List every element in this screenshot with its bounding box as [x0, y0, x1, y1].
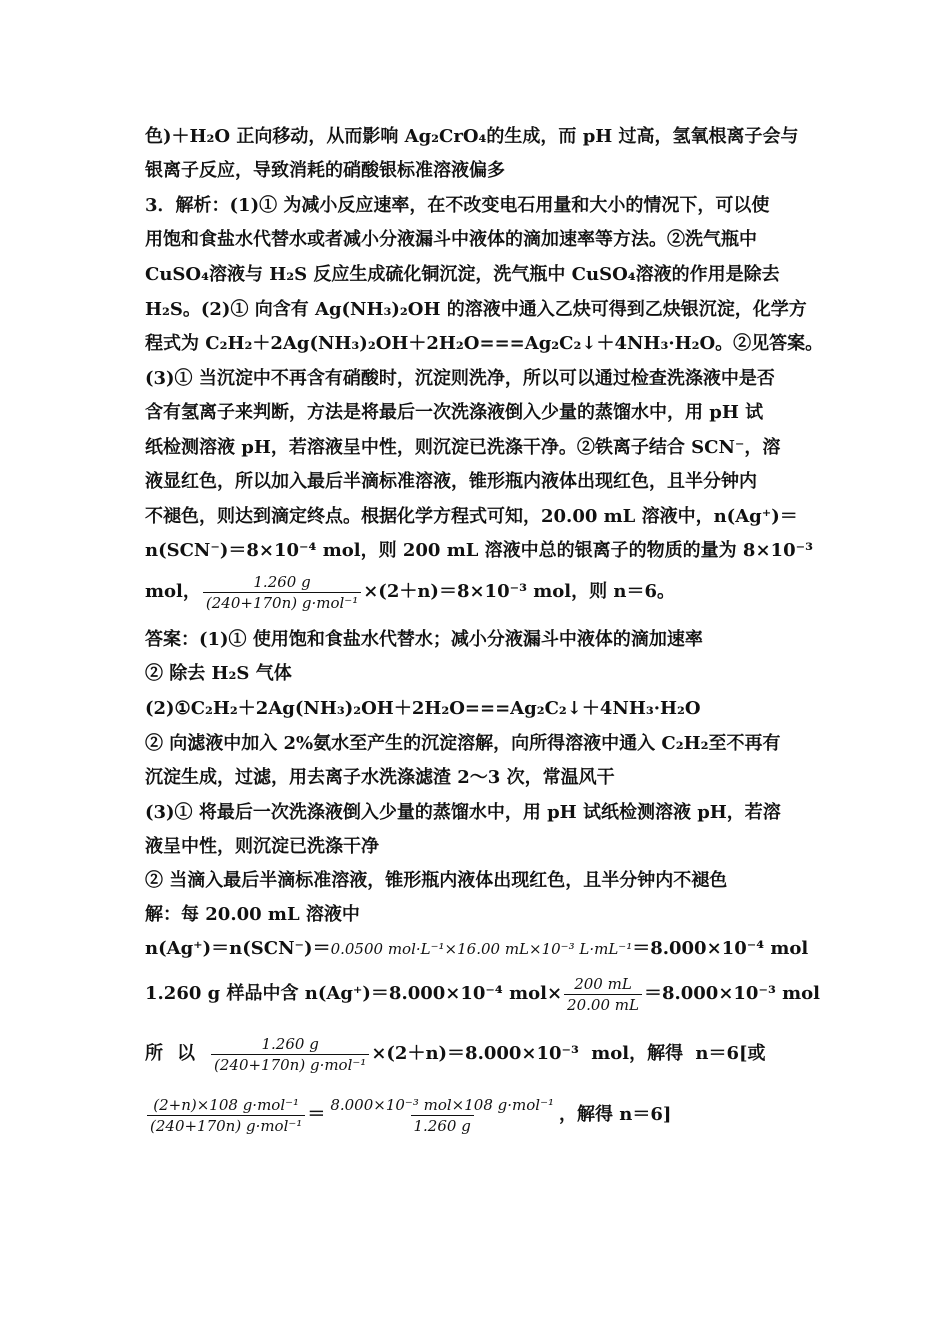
fraction-numerator: 200 mL	[574, 974, 632, 993]
text-segment: n(Ag⁺)＝n(SCN⁻)＝	[145, 938, 331, 959]
answer-heading: 答案：(1)① 使用饱和食盐水代替水；减小分液漏斗中液体的滴加速率	[145, 629, 703, 650]
fraction	[327, 1095, 557, 1136]
text-segment: ＝8.000×10⁻⁴ mol	[632, 938, 809, 959]
fraction-numerator: 8.000×10⁻³ mol×108 g·mol⁻¹	[330, 1095, 554, 1114]
equation-line	[145, 1090, 807, 1140]
fraction-denominator: (240+170n) g·mol⁻¹	[211, 1054, 369, 1075]
equation-line	[145, 936, 807, 962]
text-line: 解：每 20.00 mL 溶液中	[145, 904, 360, 925]
fraction	[203, 572, 361, 613]
equation-line	[145, 1030, 807, 1078]
text-segment: ，解得 n＝6]	[559, 1104, 672, 1125]
fraction	[147, 1095, 305, 1136]
text-line: 程式为 C₂H₂＋2Ag(NH₃)₂OH＋2H₂O===Ag₂C₂↓＋4NH₃·H₂O。②见答案。	[145, 333, 824, 354]
text-segment: ×(2＋n)＝8.000×10⁻³ mol，解得 n＝6[或	[371, 1043, 766, 1064]
text-line: 含有氢离子来判断，方法是将最后一次洗涤液倒入少量的蒸馏水中，用 pH 试	[145, 402, 764, 423]
text-line: 3．解析：(1)① 为减小反应速率，在不改变电石用量和大小的情况下，可以使	[145, 195, 770, 216]
text-line: 沉淀生成，过滤，用去离子水洗涤滤渣 2～3 次，常温风干	[145, 767, 615, 788]
fraction-numerator: (2+n)×108 g·mol⁻¹	[153, 1095, 300, 1114]
text-line: 液呈中性，则沉淀已洗涤干净	[145, 836, 379, 857]
text-line: 用饱和食盐水代替水或者减小分液漏斗中液体的滴加速率等方法。②洗气瓶中	[145, 229, 757, 250]
text-segment: 所以	[145, 1043, 209, 1064]
text-segment: 1.260 g 样品中含 n(Ag⁺)＝8.000×10⁻⁴ mol×	[145, 983, 563, 1004]
text-line: (2)①C₂H₂＋2Ag(NH₃)₂OH＋2H₂O===Ag₂C₂↓＋4NH₃·H₂O	[145, 698, 701, 719]
text-segment: mol，	[145, 581, 201, 602]
text-line: 银离子反应，导致消耗的硝酸银标准溶液偏多	[145, 160, 505, 181]
text-line: H₂S。(2)① 向含有 Ag(NH₃)₂OH 的溶液中通入乙炔可得到乙炔银沉淀，化学方	[145, 299, 807, 320]
fraction-denominator: (240+170n) g·mol⁻¹	[147, 1115, 305, 1136]
text-line: 不褪色，则达到滴定终点。根据化学方程式可知，20.00 mL 溶液中，n(Ag⁺)＝	[145, 506, 798, 527]
fraction-numerator: 1.260 g	[253, 572, 311, 591]
text-line: ② 除去 H₂S 气体	[145, 663, 292, 684]
text-line: 色)＋H₂O 正向移动，从而影响 Ag₂CrO₄的生成，而 pH 过高，氢氧根离子会与	[145, 126, 799, 147]
text-segment: ×(2＋n)＝8×10⁻³ mol，则 n＝6。	[363, 581, 676, 602]
fraction-denominator: 20.00 mL	[564, 994, 642, 1015]
fraction	[564, 974, 642, 1015]
text-line: ② 当滴入最后半滴标准溶液，锥形瓶内液体出现红色，且半分钟内不褪色	[145, 870, 728, 891]
text-line: (3)① 当沉淀中不再含有硝酸时，沉淀则洗净，所以可以通过检查洗涤液中是否	[145, 368, 775, 389]
fraction-numerator: 1.260 g	[261, 1034, 319, 1053]
text-line: n(SCN⁻)＝8×10⁻⁴ mol，则 200 mL 溶液中总的银离子的物质的量为 8×10⁻³	[145, 540, 813, 561]
calculation-expression: 0.0500 mol·L⁻¹×16.00 mL×10⁻³ L·mL⁻¹	[330, 940, 633, 958]
text-line: (3)① 将最后一次洗涤液倒入少量的蒸馏水中，用 pH 试纸检测溶液 pH，若溶	[145, 802, 781, 823]
fraction	[211, 1034, 369, 1075]
text-line: CuSO₄溶液与 H₂S 反应生成硫化铜沉淀，洗气瓶中 CuSO₄溶液的作用是除去	[145, 264, 780, 285]
fraction-denominator: 1.260 g	[411, 1115, 474, 1136]
fraction-denominator: (240+170n) g·mol⁻¹	[203, 592, 361, 613]
text-line: 纸检测溶液 pH，若溶液呈中性，则沉淀已洗涤干净。②铁离子结合 SCN⁻，溶	[145, 437, 781, 458]
text-segment: ＝	[307, 1104, 326, 1125]
text-line: ② 向滤液中加入 2%氨水至产生的沉淀溶解，向所得溶液中通入 C₂H₂至不再有	[145, 733, 781, 754]
text-segment: ＝8.000×10⁻³ mol	[643, 983, 820, 1004]
text-line: 液显红色，所以加入最后半滴标准溶液，锥形瓶内液体出现红色，且半分钟内	[145, 471, 757, 492]
equation-line	[145, 568, 807, 616]
equation-line	[145, 970, 820, 1018]
